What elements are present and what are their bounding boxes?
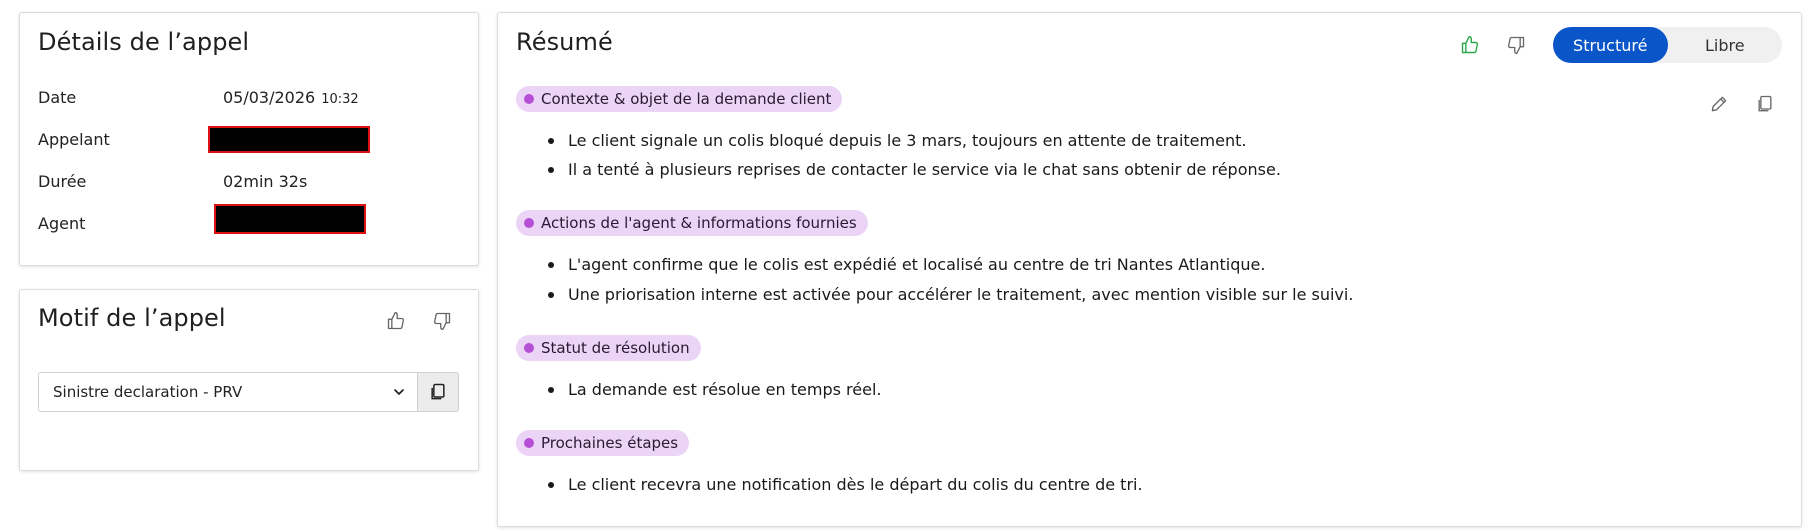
list-item-text: Une priorisation interne est activée pour accélérer le traitement, avec mention visible sur le suivi. xyxy=(568,285,1354,304)
thumbs-up-icon[interactable] xyxy=(382,307,410,335)
section-tag-label: Prochaines étapes xyxy=(541,434,679,452)
duration-label: Durée xyxy=(38,172,87,191)
call-reason-title: Motif de l’appel xyxy=(38,304,226,332)
tag-dot-icon xyxy=(524,94,534,104)
thumbs-up-icon[interactable] xyxy=(1456,31,1484,59)
list-item xyxy=(548,160,1281,179)
section-tag-label: Statut de résolution xyxy=(541,339,690,357)
call-details-title: Détails de l’appel xyxy=(38,28,250,56)
summary-mode-toggle xyxy=(1553,27,1782,63)
section-tag-actions xyxy=(516,210,868,236)
tag-dot-icon xyxy=(524,218,534,228)
list-item xyxy=(548,131,1246,150)
list-item-text: L'agent confirme que le colis est expédié et localisé au centre de tri Nantes Atlantique. xyxy=(568,255,1266,274)
bullet-icon xyxy=(548,262,554,268)
tag-dot-icon xyxy=(524,438,534,448)
section-tag-status xyxy=(516,335,701,361)
list-item xyxy=(548,380,881,399)
agent-redacted xyxy=(214,204,366,234)
thumbs-down-icon[interactable] xyxy=(1502,31,1530,59)
list-item xyxy=(548,255,1265,274)
list-item xyxy=(548,475,1143,494)
copy-icon[interactable] xyxy=(1751,90,1779,118)
list-item-text: Le client signale un colis bloqué depuis le 3 mars, toujours en attente de traitement. xyxy=(568,131,1247,150)
caller-label: Appelant xyxy=(38,130,110,149)
section-tag-next-steps xyxy=(516,430,689,456)
bullet-icon xyxy=(548,387,554,393)
copy-reason-button[interactable] xyxy=(417,372,459,412)
bullet-icon xyxy=(548,292,554,298)
time-text: 10:32 xyxy=(321,92,359,107)
call-reason-selected-value: Sinistre declaration - PRV xyxy=(53,383,243,401)
caller-redacted xyxy=(208,126,370,153)
date-value xyxy=(223,88,359,107)
toggle-free[interactable]: Libre xyxy=(1704,35,1745,55)
list-item-text: La demande est résolue en temps réel. xyxy=(568,380,882,399)
thumbs-down-icon[interactable] xyxy=(428,307,456,335)
bullet-icon xyxy=(548,138,554,144)
call-details-card xyxy=(19,12,479,266)
list-item-text: Il a tenté à plusieurs reprises de contacter le service via le chat sans obtenir de réponse. xyxy=(568,160,1281,179)
pencil-icon[interactable] xyxy=(1705,90,1733,118)
list-item xyxy=(548,285,1353,304)
section-tag-label: Contexte & objet de la demande client xyxy=(541,90,832,108)
bullet-icon xyxy=(548,482,554,488)
chevron-down-icon xyxy=(391,384,407,400)
copy-icon xyxy=(428,382,448,402)
section-tag-context xyxy=(516,86,842,112)
date-label: Date xyxy=(38,88,77,107)
tag-dot-icon xyxy=(524,343,534,353)
summary-title: Résumé xyxy=(516,28,613,56)
call-reason-select[interactable] xyxy=(38,372,418,412)
call-reason-card xyxy=(19,289,479,471)
toggle-structured[interactable]: Structuré xyxy=(1553,27,1668,63)
duration-value: 02min 32s xyxy=(223,172,308,191)
section-tag-label: Actions de l'agent & informations fournies xyxy=(541,214,857,232)
list-item-text: Le client recevra une notification dès le départ du colis du centre de tri. xyxy=(568,475,1143,494)
agent-label: Agent xyxy=(38,214,86,233)
date-text: 05/03/2026 xyxy=(223,88,316,107)
bullet-icon xyxy=(548,167,554,173)
summary-card xyxy=(497,12,1802,527)
